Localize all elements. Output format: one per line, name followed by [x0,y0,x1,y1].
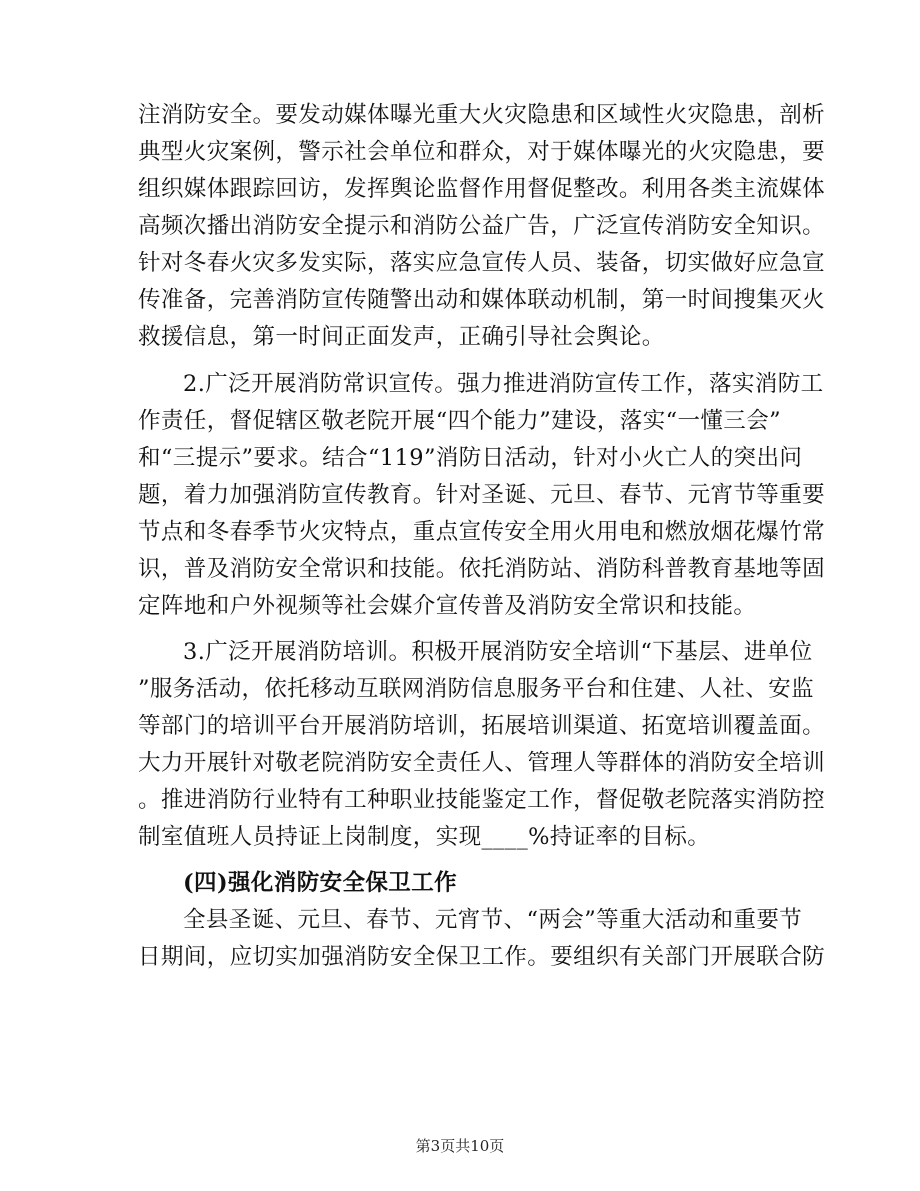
text-line-3: 组织媒体跟踪回访，发挥舆论监督作用督促整改。利用各类主流媒体 [138,176,826,202]
text-line-13: 识，普及消防安全常识和技能。依托消防站、消防科普教育基地等固 [138,556,826,582]
text-line-19: 。推进消防行业特有工种职业技能鉴定工作，督促敬老院落实消防控 [138,787,826,813]
text-line-9: 作责任，督促辖区敬老院开展“四个能力”建设，落实“一懂三会” [138,408,782,434]
text-line-4: 高频次播出消防安全提示和消防公益广告，广泛宣传消防安全知识。 [138,213,826,239]
text-line-2: 典型火灾案例，警示社会单位和群众，对于媒体曝光的火灾隐患，要 [138,139,826,165]
text-line-6: 传准备，完善消防宣传随警出动和媒体联动机制，第一时间搜集灭火 [138,287,826,313]
text-line-18: 大力开展针对敬老院消防安全责任人、管理人等群体的消防安全培训 [138,750,826,776]
section-heading: (四)强化消防安全保卫工作 [183,870,457,896]
text-line-20: 制室值班人员持证上岗制度，实现____%持证率的目标。 [138,824,711,850]
text-line-14: 定阵地和户外视频等社会媒介宣传普及消防安全常识和技能。 [138,593,757,619]
text-line-8: 2.广泛开展消防常识宣传。强力推进消防宣传工作，落实消防工 [183,371,824,397]
text-line-7: 救援信息，第一时间正面发声，正确引导社会舆论。 [138,324,665,350]
page-number-footer: 第3页共10页 [415,1137,505,1155]
text-line-22: 全县圣诞、元旦、春节、元宵节、“两会”等重大活动和重要节 [183,907,803,933]
text-line-5: 针对冬春火灾多发实际，落实应急宣传人员、装备，切实做好应急宣 [138,250,826,276]
text-line-11: 题，着力加强消防宣传教育。针对圣诞、元旦、春节、元宵节等重要 [138,482,826,508]
text-line-17: 等部门的培训平台开展消防培训，拓展培训渠道、拓宽培训覆盖面。 [138,713,826,739]
text-line-16: ”服务活动，依托移动互联网消防信息服务平台和住建、人社、安监 [138,676,815,702]
text-line-10: 和“三提示”要求。结合“119”消防日活动，针对小火亡人的突出问 [138,445,803,471]
text-line-23: 日期间，应切实加强消防安全保卫工作。要组织有关部门开展联合防 [138,944,826,970]
text-line-12: 节点和冬春季节火灾特点，重点宣传安全用火用电和燃放烟花爆竹常 [138,519,826,545]
text-line-15: 3.广泛开展消防培训。积极开展消防安全培训“下基层、进单位 [183,639,813,665]
text-line-1: 注消防安全。要发动媒体曝光重大火灾隐患和区域性火灾隐患，剖析 [138,102,826,128]
